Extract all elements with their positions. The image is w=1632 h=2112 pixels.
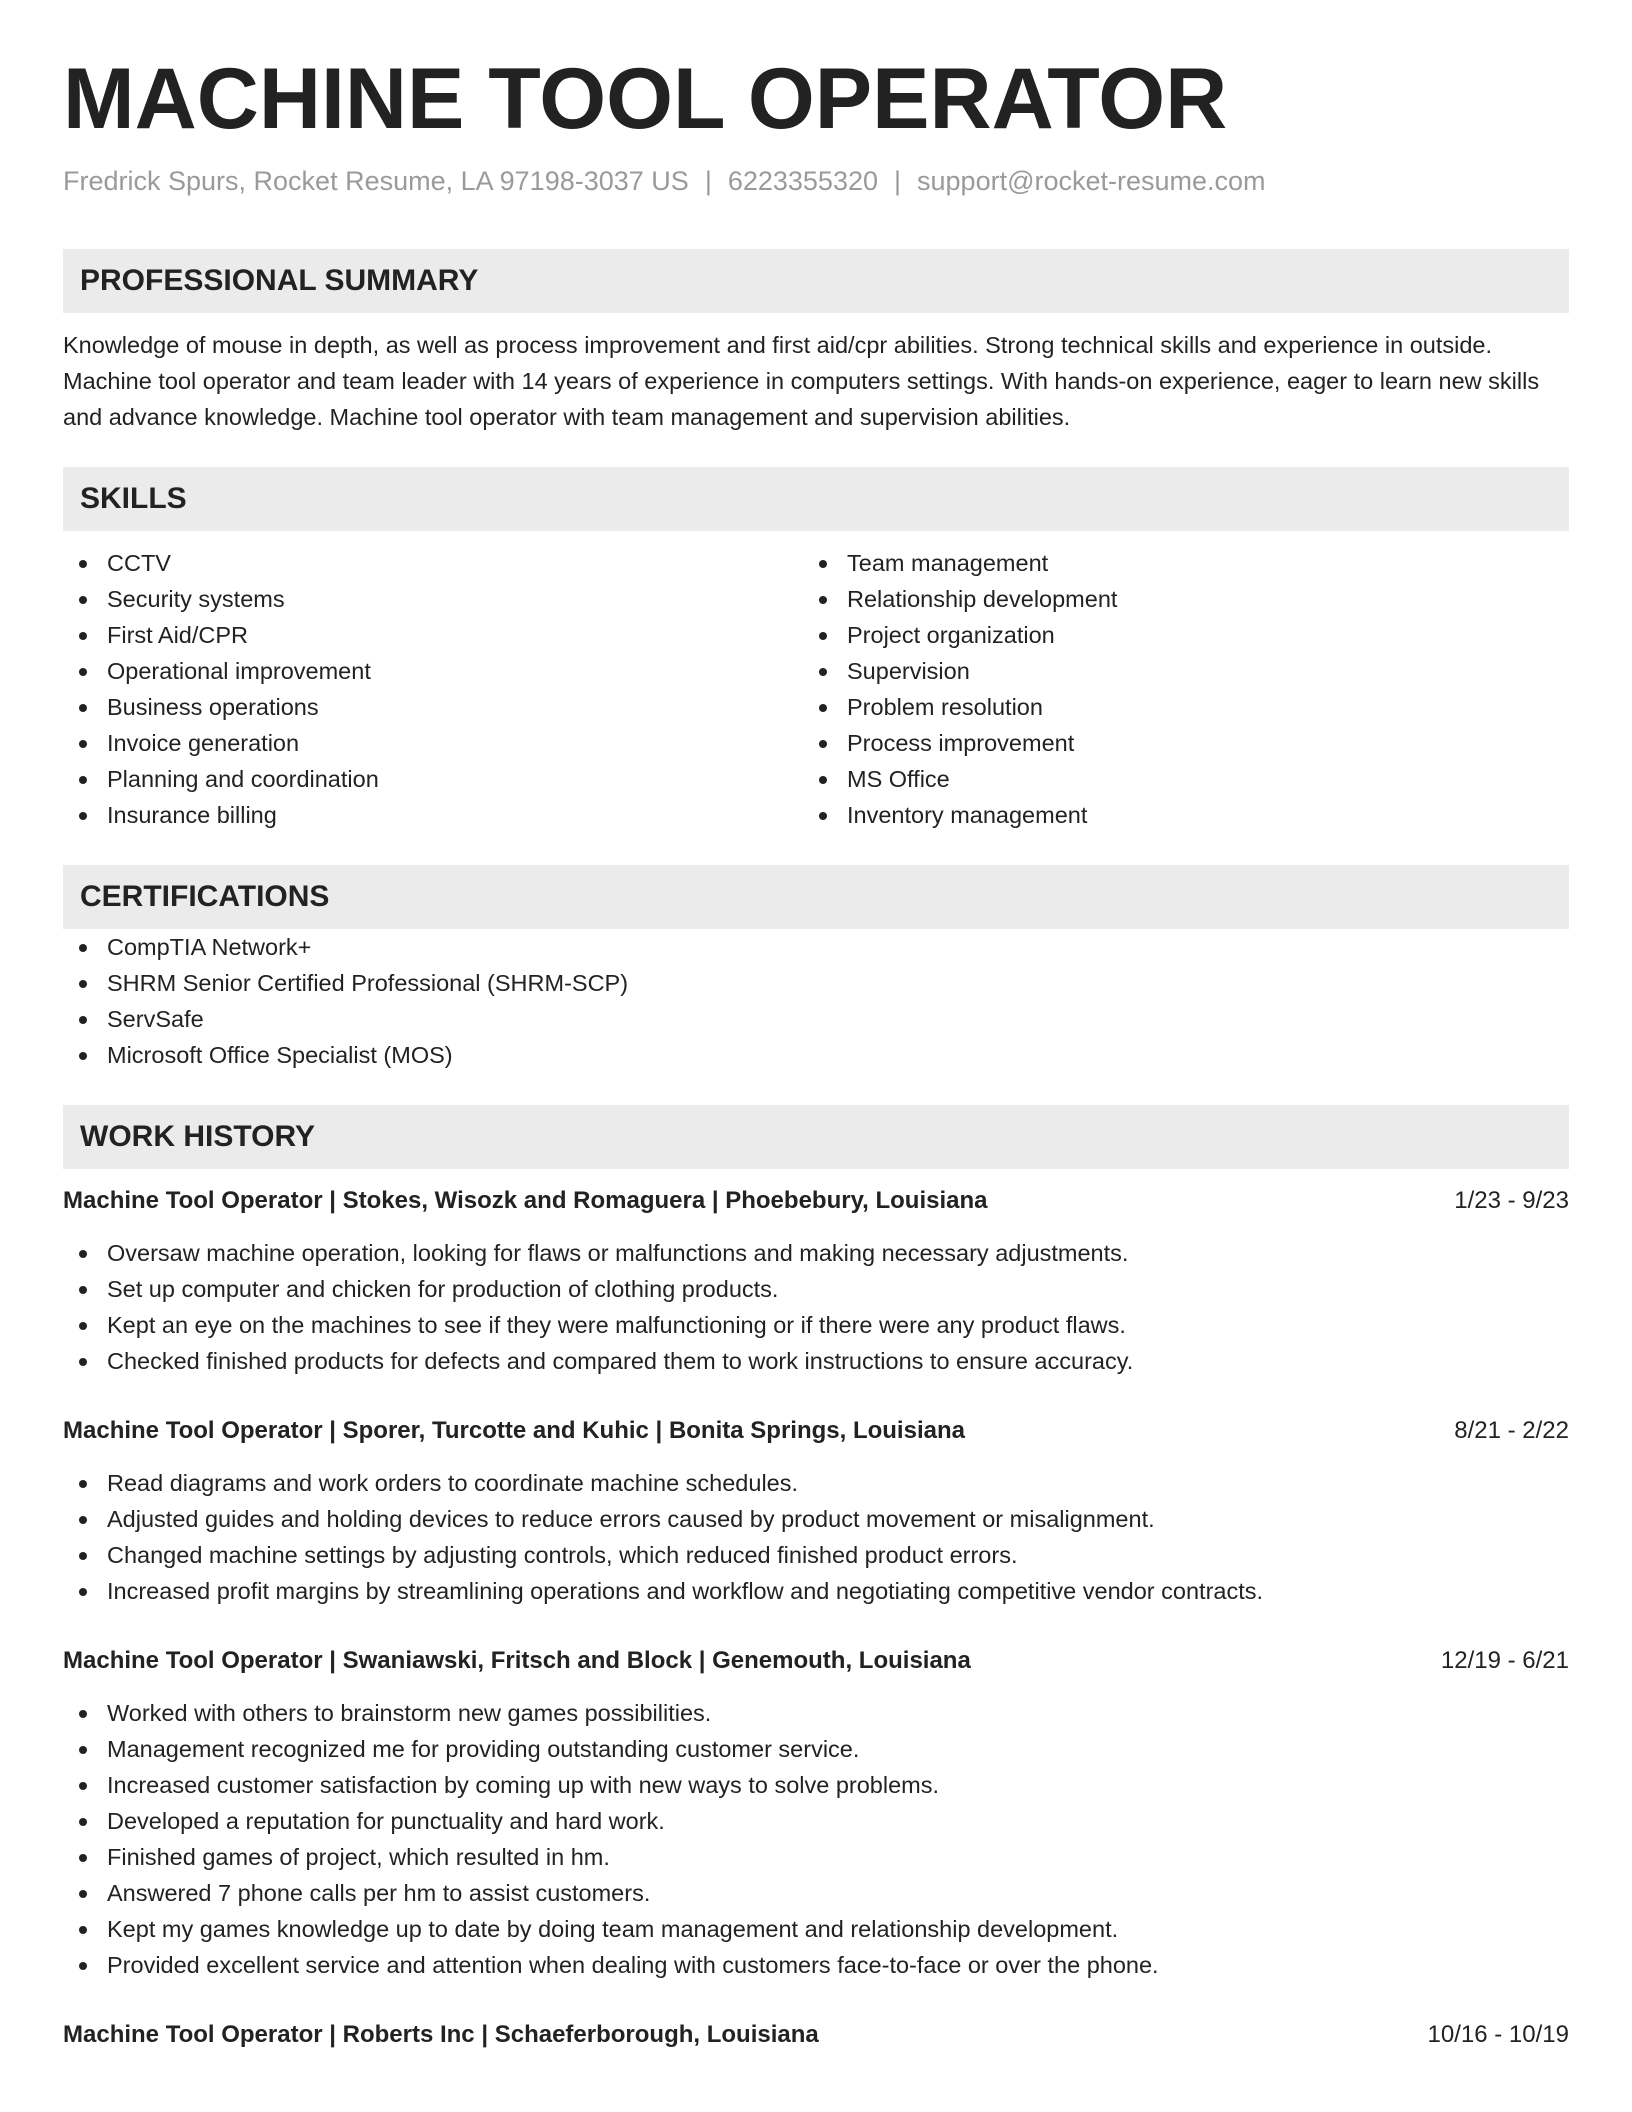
certifications-section <box>63 865 1569 1073</box>
job-bullet: Set up computer and chicken for production of clothing products. <box>63 1271 1569 1307</box>
job-bullet: Oversaw machine operation, looking for flaws or malfunctions and making necessary adjustments. <box>63 1235 1569 1271</box>
job-bullet: Answered 7 phone calls per hm to assist customers. <box>63 1875 1569 1911</box>
section-heading: WORK HISTORY <box>63 1105 1569 1169</box>
job-bullet: Provided excellent service and attention when dealing with customers face-to-face or over the phone. <box>63 1947 1569 1983</box>
section-heading: CERTIFICATIONS <box>63 865 1569 929</box>
skill-item: CCTV <box>63 545 803 581</box>
summary-section <box>63 249 1569 435</box>
job-title: Machine Tool Operator | Roberts Inc | Schaeferborough, Louisiana <box>63 2021 819 2049</box>
job-header <box>63 1643 1569 1679</box>
skill-item: Security systems <box>63 581 803 617</box>
skill-item: Insurance billing <box>63 797 803 833</box>
job-bullet: Kept my games knowledge up to date by doing team management and relationship development. <box>63 1911 1569 1947</box>
skills-column-right <box>803 545 1543 833</box>
skill-item: Supervision <box>803 653 1543 689</box>
contact-separator: | <box>704 166 712 196</box>
skill-item: Problem resolution <box>803 689 1543 725</box>
job-bullet: Changed machine settings by adjusting controls, which reduced finished product errors. <box>63 1537 1569 1573</box>
skill-item: MS Office <box>803 761 1543 797</box>
job-dates: 8/21 - 2/22 <box>1454 1417 1569 1445</box>
job-bullet: Finished games of project, which resulted in hm. <box>63 1839 1569 1875</box>
job-bullets <box>63 1465 1569 1609</box>
job-header <box>63 1413 1569 1449</box>
skills-list-right <box>803 545 1543 833</box>
job-title: Machine Tool Operator | Stokes, Wisozk and Romaguera | Phoebebury, Louisiana <box>63 1187 988 1215</box>
contact-phone: 6223355320 <box>727 166 878 196</box>
contact-line <box>63 164 1569 199</box>
contact-email: support@rocket-resume.com <box>917 166 1266 196</box>
job-bullet: Developed a reputation for punctuality and hard work. <box>63 1803 1569 1839</box>
job-title: Machine Tool Operator | Swaniawski, Fritsch and Block | Genemouth, Louisiana <box>63 1647 971 1675</box>
job-dates: 1/23 - 9/23 <box>1454 1187 1569 1215</box>
skill-item: Invoice generation <box>63 725 803 761</box>
job-bullet: Worked with others to brainstorm new games possibilities. <box>63 1695 1569 1731</box>
job-bullet: Increased profit margins by streamlining operations and workflow and negotiating competitive vendor contracts. <box>63 1573 1569 1609</box>
job-entry <box>63 1183 1569 1379</box>
skill-item: Relationship development <box>803 581 1543 617</box>
skill-item: First Aid/CPR <box>63 617 803 653</box>
job-bullet: Kept an eye on the machines to see if they were malfunctioning or if there were any product flaws. <box>63 1307 1569 1343</box>
skills-grid <box>63 545 1569 833</box>
resume-title: MACHINE TOOL OPERATOR <box>63 51 1228 147</box>
job-bullet: Read diagrams and work orders to coordinate machine schedules. <box>63 1465 1569 1501</box>
job-entry <box>63 1413 1569 1609</box>
job-bullets <box>63 1695 1569 1983</box>
contact-address: Fredrick Spurs, Rocket Resume, LA 97198-3037 US <box>63 166 689 196</box>
job-bullet: Increased customer satisfaction by coming up with new ways to solve problems. <box>63 1767 1569 1803</box>
skills-list-left <box>63 545 803 833</box>
job-bullet: Checked finished products for defects and compared them to work instructions to ensure accuracy. <box>63 1343 1569 1379</box>
job-bullet: Management recognized me for providing outstanding customer service. <box>63 1731 1569 1767</box>
section-heading: PROFESSIONAL SUMMARY <box>63 249 1569 313</box>
job-dates: 12/19 - 6/21 <box>1440 1647 1569 1675</box>
skill-item: Project organization <box>803 617 1543 653</box>
certification-item: ServSafe <box>63 1001 1569 1037</box>
job-entry <box>63 2017 1569 2053</box>
job-title: Machine Tool Operator | Sporer, Turcotte and Kuhic | Bonita Springs, Louisiana <box>63 1417 965 1445</box>
job-header <box>63 1183 1569 1219</box>
skill-item: Team management <box>803 545 1543 581</box>
contact-separator: | <box>894 166 902 196</box>
job-entry <box>63 1643 1569 1983</box>
job-dates: 10/16 - 10/19 <box>1427 2021 1569 2049</box>
skill-item: Inventory management <box>803 797 1543 833</box>
work-history-section <box>63 1105 1569 2053</box>
skill-item: Planning and coordination <box>63 761 803 797</box>
certification-item: CompTIA Network+ <box>63 929 1569 965</box>
certification-item: Microsoft Office Specialist (MOS) <box>63 1037 1569 1073</box>
skill-item: Process improvement <box>803 725 1543 761</box>
job-header <box>63 2017 1569 2053</box>
job-bullets <box>63 1235 1569 1379</box>
summary-text: Knowledge of mouse in depth, as well as process improvement and first aid/cpr abilities. Strong technical skills and experience in outside. Machine tool operator and team leader with 14 years of experience in computers settings. With hands-on experience, eager to learn new skills and advance knowledge. Machine tool operator with team management and supervision abilities. <box>63 332 1540 431</box>
certifications-list <box>63 929 1569 1073</box>
skill-item: Operational improvement <box>63 653 803 689</box>
skill-item: Business operations <box>63 689 803 725</box>
skills-section <box>63 467 1569 833</box>
certification-item: SHRM Senior Certified Professional (SHRM-SCP) <box>63 965 1569 1001</box>
section-heading: SKILLS <box>63 467 1569 531</box>
skills-column-left <box>63 545 803 833</box>
job-bullet: Adjusted guides and holding devices to reduce errors caused by product movement or misalignment. <box>63 1501 1569 1537</box>
